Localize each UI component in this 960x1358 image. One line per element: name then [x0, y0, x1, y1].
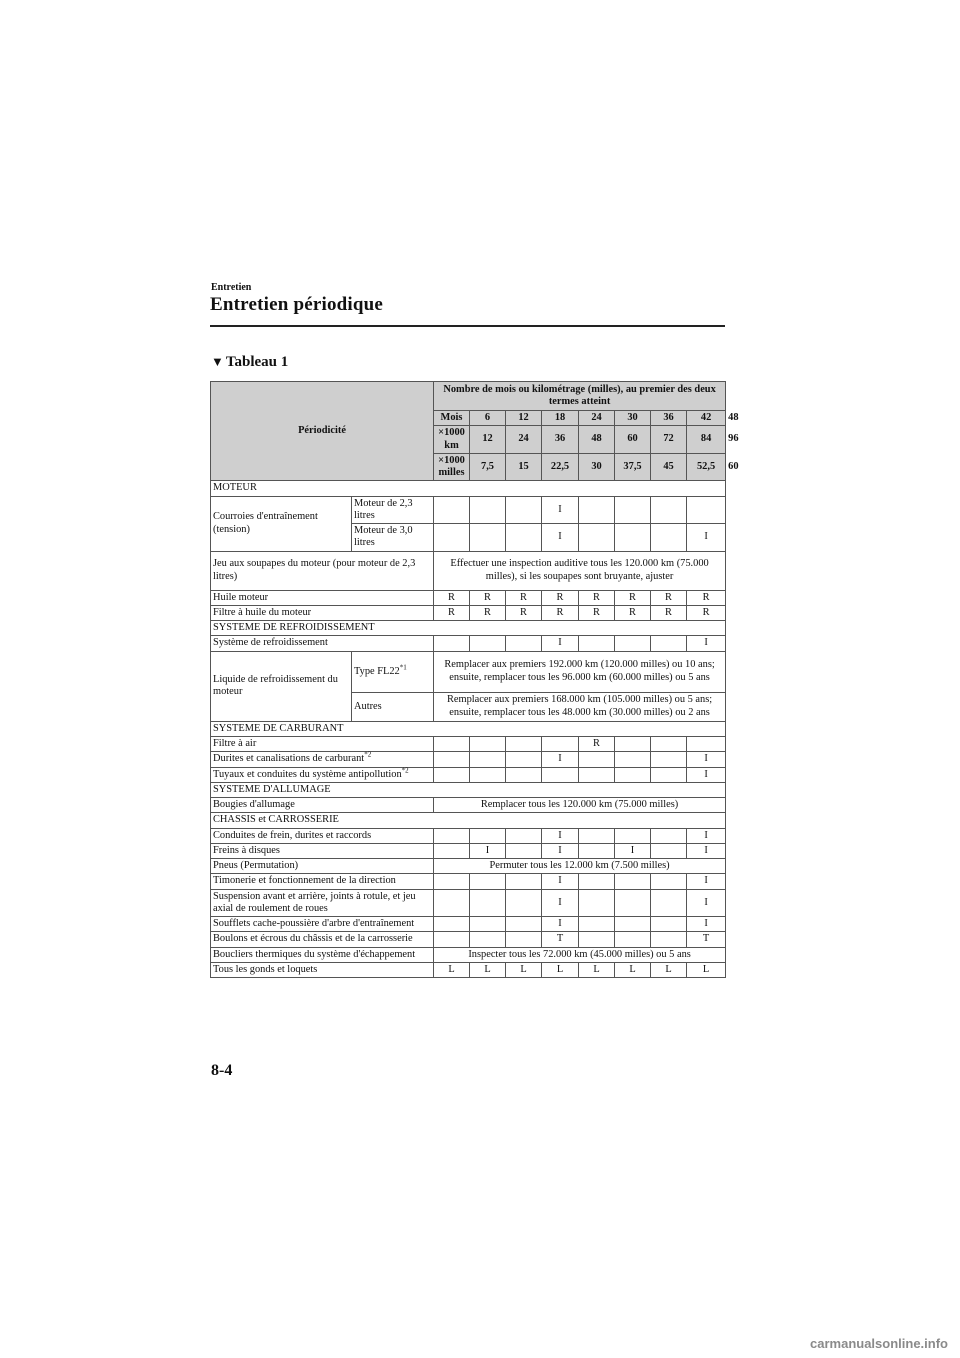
interval-value: 12 [506, 411, 542, 426]
schedule-cell [434, 889, 470, 917]
schedule-cell [651, 752, 687, 767]
table-heading [211, 354, 288, 371]
section-moteur: MOTEUR [211, 481, 726, 496]
row-label-huile: Huile moteur [211, 590, 434, 605]
schedule-cell: R [687, 590, 726, 605]
interval-value: 60 [615, 426, 651, 454]
schedule-cell [615, 767, 651, 782]
row-label-boulons: Boulons et écrous du châssis et de la carrosserie [211, 932, 434, 947]
interval-value: 24 [579, 411, 615, 426]
interval-value: 7,5 [470, 453, 506, 481]
schedule-cell [579, 932, 615, 947]
schedule-cell [506, 752, 542, 767]
schedule-cell: I [542, 889, 579, 917]
schedule-cell [470, 932, 506, 947]
schedule-cell: R [651, 605, 687, 620]
maintenance-schedule-table [210, 381, 739, 978]
section-label: Entretien [211, 282, 252, 293]
schedule-cell [434, 752, 470, 767]
table-row-sys-refroid [211, 636, 726, 651]
schedule-cell: I [615, 843, 651, 858]
schedule-cell: I [687, 889, 726, 917]
schedule-cell [434, 917, 470, 932]
schedule-cell [506, 496, 542, 524]
interval-value: 24 [506, 426, 542, 454]
schedule-cell [615, 752, 651, 767]
section-refroid: SYSTEME DE REFROIDISSEMENT [211, 621, 726, 636]
schedule-cell: R [579, 590, 615, 605]
title-rule [210, 325, 725, 327]
schedule-cell [687, 736, 726, 751]
schedule-cell: L [687, 962, 726, 977]
section-allumage: SYSTEME D'ALLUMAGE [211, 782, 726, 797]
interval-value: 72 [651, 426, 687, 454]
schedule-cell [651, 889, 687, 917]
sub-label-fl22-text: Type FL22 [354, 665, 400, 677]
schedule-cell [579, 767, 615, 782]
schedule-cell [434, 636, 470, 651]
row-label-gonds: Tous les gonds et loquets [211, 962, 434, 977]
table-row-boucliers [211, 947, 726, 962]
schedule-cell: T [542, 932, 579, 947]
section-chassis: CHASSIS et CARROSSERIE [211, 813, 726, 828]
schedule-cell: L [434, 962, 470, 977]
section-row-refroid [211, 621, 726, 636]
row-label-durites [211, 752, 434, 767]
watermark: carmanualsonline.info [810, 1336, 948, 1351]
schedule-cell [579, 917, 615, 932]
note-boucliers: Inspecter tous les 72.000 km (45.000 milles) ou 5 ans [434, 947, 726, 962]
note-bougies: Remplacer tous les 120.000 km (75.000 milles) [434, 798, 726, 813]
schedule-cell [651, 874, 687, 889]
schedule-cell [434, 524, 470, 552]
schedule-cell [470, 496, 506, 524]
schedule-cell [506, 917, 542, 932]
schedule-cell [470, 636, 506, 651]
schedule-cell [615, 874, 651, 889]
interval-value: 30 [615, 411, 651, 426]
schedule-cell [506, 736, 542, 751]
schedule-cell [579, 752, 615, 767]
row-label-sys-refroid: Système de refroidissement [211, 636, 434, 651]
table-row-bougies [211, 798, 726, 813]
row-label-soupapes: Jeu aux soupapes du moteur (pour moteur de 2,3 litres) [211, 551, 434, 590]
schedule-cell [470, 524, 506, 552]
schedule-cell: L [579, 962, 615, 977]
section-row-chassis [211, 813, 726, 828]
schedule-cell: I [687, 524, 726, 552]
schedule-cell [579, 874, 615, 889]
interval-value: 18 [542, 411, 579, 426]
header-label: ×1000 km [434, 426, 470, 454]
schedule-cell: L [651, 962, 687, 977]
schedule-cell [651, 767, 687, 782]
note-fl22: Remplacer aux premiers 192.000 km (120.000 milles) ou 10 ans; ensuite, remplacer tous les 96.000 km (60.000 milles) ou 5 ans [434, 651, 726, 692]
schedule-cell [579, 843, 615, 858]
schedule-cell [615, 828, 651, 843]
header-row-milles: ×1000 milles 7,5 15 22,5 30 37,5 45 52,5 60 [211, 453, 726, 481]
schedule-cell [615, 496, 651, 524]
schedule-cell [434, 874, 470, 889]
schedule-cell: I [687, 828, 726, 843]
schedule-cell: I [687, 636, 726, 651]
schedule-cell [506, 889, 542, 917]
note-soupapes: Effectuer une inspection auditive tous les 120.000 km (75.000 milles), si les soupapes sont bruyante, ajuster [434, 551, 726, 590]
table-row-soupapes [211, 551, 726, 590]
interval-value: 30 [579, 453, 615, 481]
schedule-cell: I [687, 874, 726, 889]
schedule-cell [506, 767, 542, 782]
schedule-cell [615, 636, 651, 651]
interval-value: 37,5 [615, 453, 651, 481]
schedule-cell: T [687, 932, 726, 947]
sub-label-moteur-23: Moteur de 2,3 litres [352, 496, 434, 524]
note-pneus: Permuter tous les 12.000 km (7.500 milles) [434, 859, 726, 874]
row-label-courroies: Courroies d'entraînement (tension) [211, 496, 352, 551]
table-row-boulons [211, 932, 726, 947]
table-row-suspension [211, 889, 726, 917]
table-row-filtre-huile [211, 605, 726, 620]
schedule-cell: R [615, 590, 651, 605]
row-label-timonerie: Timonerie et fonctionnement de la direction [211, 874, 434, 889]
footnote-ref: *2 [364, 750, 372, 759]
table-row-soufflets [211, 917, 726, 932]
sub-label-moteur-30: Moteur de 3,0 litres [352, 524, 434, 552]
schedule-cell [651, 736, 687, 751]
schedule-cell [542, 736, 579, 751]
interval-value: 45 [651, 453, 687, 481]
interval-value: 12 [470, 426, 506, 454]
schedule-cell [470, 874, 506, 889]
triangle-down-icon: ▼ [211, 354, 224, 369]
schedule-cell: R [506, 605, 542, 620]
interval-value: 36 [542, 426, 579, 454]
table-row-freins [211, 843, 726, 858]
table-row-courroies-23 [211, 496, 726, 524]
schedule-cell: R [579, 605, 615, 620]
schedule-cell: I [687, 767, 726, 782]
schedule-cell [470, 828, 506, 843]
row-label-liquide: Liquide de refroidissement du moteur [211, 651, 352, 721]
schedule-cell [434, 736, 470, 751]
schedule-cell [651, 828, 687, 843]
schedule-cell [506, 636, 542, 651]
header-label: Mois [434, 411, 470, 426]
schedule-cell [579, 828, 615, 843]
note-autres: Remplacer aux premiers 168.000 km (105.000 milles) ou 5 ans; ensuite, remplacer tous les 48.000 km (30.000 milles) ou 2 ans [434, 692, 726, 721]
row-label-bougies: Bougies d'allumage [211, 798, 434, 813]
schedule-cell [506, 874, 542, 889]
schedule-cell: R [687, 605, 726, 620]
interval-value: 42 [687, 411, 726, 426]
interval-value: 84 [687, 426, 726, 454]
schedule-cell: R [542, 590, 579, 605]
schedule-cell: I [542, 752, 579, 767]
interval-value: 48 [579, 426, 615, 454]
schedule-cell: I [542, 843, 579, 858]
schedule-cell [470, 917, 506, 932]
table-row-filtre-air [211, 736, 726, 751]
table-row-durites [211, 752, 726, 767]
interval-value: 15 [506, 453, 542, 481]
header-row-caption [211, 382, 726, 411]
schedule-cell: R [470, 605, 506, 620]
row-label-filtre-air: Filtre à air [211, 736, 434, 751]
schedule-cell [506, 843, 542, 858]
schedule-cell [687, 496, 726, 524]
schedule-cell [434, 496, 470, 524]
schedule-cell: R [470, 590, 506, 605]
schedule-cell: L [470, 962, 506, 977]
table-row-timonerie [211, 874, 726, 889]
table-row-tuyaux [211, 767, 726, 782]
table-row-conduites-frein [211, 828, 726, 843]
schedule-cell [470, 752, 506, 767]
schedule-cell [506, 932, 542, 947]
row-label-filtre-huile: Filtre à huile du moteur [211, 605, 434, 620]
header-label: ×1000 milles [434, 453, 470, 481]
row-label-tuyaux [211, 767, 434, 782]
row-label-conduites-frein: Conduites de frein, durites et raccords [211, 828, 434, 843]
schedule-cell: L [615, 962, 651, 977]
schedule-cell: R [542, 605, 579, 620]
footnote-ref: *1 [399, 663, 407, 672]
schedule-cell: I [542, 828, 579, 843]
schedule-cell: L [542, 962, 579, 977]
schedule-cell: I [687, 843, 726, 858]
schedule-cell: R [651, 590, 687, 605]
schedule-cell [651, 524, 687, 552]
schedule-cell [434, 828, 470, 843]
interval-value: 52,5 [687, 453, 726, 481]
schedule-cell: R [434, 605, 470, 620]
schedule-cell [434, 932, 470, 947]
table-heading-text: Tableau 1 [225, 354, 289, 370]
schedule-cell: R [434, 590, 470, 605]
section-row-allumage [211, 782, 726, 797]
schedule-cell [434, 843, 470, 858]
page-number: 8-4 [211, 1062, 233, 1079]
interval-value: 36 [651, 411, 687, 426]
schedule-cell [579, 496, 615, 524]
row-label-tuyaux-text: Tuyaux et conduites du système antipollution [213, 768, 402, 780]
section-row-moteur [211, 481, 726, 496]
schedule-cell: L [506, 962, 542, 977]
schedule-cell [506, 828, 542, 843]
interval-value: 22,5 [542, 453, 579, 481]
header-row-km: ×1000 km 12 24 36 48 60 72 84 96 [211, 426, 726, 454]
sub-label-autres: Autres [352, 692, 434, 721]
schedule-cell [651, 932, 687, 947]
schedule-cell: R [615, 605, 651, 620]
row-label-durites-text: Durites et canalisations de carburant [213, 753, 365, 765]
section-carburant: SYSTEME DE CARBURANT [211, 721, 726, 736]
schedule-cell [434, 767, 470, 782]
schedule-cell: I [687, 917, 726, 932]
footnote-ref: *2 [401, 766, 409, 775]
section-row-carburant [211, 721, 726, 736]
schedule-cell: I [542, 496, 579, 524]
schedule-cell [615, 917, 651, 932]
schedule-cell: I [542, 636, 579, 651]
table-row-huile [211, 590, 726, 605]
schedule-cell [615, 524, 651, 552]
schedule-cell [651, 917, 687, 932]
table-row-pneus [211, 859, 726, 874]
schedule-cell [651, 636, 687, 651]
interval-caption: Nombre de mois ou kilométrage (milles), au premier des deux termes atteint [434, 382, 726, 411]
schedule-cell [615, 932, 651, 947]
row-label-freins: Freins à disques [211, 843, 434, 858]
schedule-cell: R [506, 590, 542, 605]
schedule-cell: I [542, 874, 579, 889]
row-label-pneus: Pneus (Permutation) [211, 859, 434, 874]
schedule-cell [615, 889, 651, 917]
schedule-cell [506, 524, 542, 552]
page-title: Entretien périodique [210, 294, 384, 315]
schedule-cell: R [579, 736, 615, 751]
schedule-cell [542, 767, 579, 782]
schedule-cell: I [470, 843, 506, 858]
schedule-cell [579, 636, 615, 651]
schedule-cell: I [687, 752, 726, 767]
table-row-gonds [211, 962, 726, 977]
sub-label-fl22 [352, 651, 434, 692]
schedule-cell [615, 736, 651, 751]
interval-value: 6 [470, 411, 506, 426]
schedule-cell: I [542, 524, 579, 552]
periodicite-header: Périodicité [211, 382, 434, 481]
row-label-suspension: Suspension avant et arrière, joints à rotule, et jeu axial de roulement de roues [211, 889, 434, 917]
schedule-cell [579, 889, 615, 917]
schedule-cell [651, 496, 687, 524]
schedule-cell [579, 524, 615, 552]
schedule-cell [470, 736, 506, 751]
table-row-liquide-fl22 [211, 651, 726, 692]
schedule-cell [651, 843, 687, 858]
header-row-mois: Mois 6 12 18 24 30 36 42 48 [211, 411, 726, 426]
row-label-boucliers: Boucliers thermiques du système d'échappement [211, 947, 434, 962]
schedule-cell [470, 889, 506, 917]
schedule-cell: I [542, 917, 579, 932]
schedule-cell [470, 767, 506, 782]
row-label-soufflets: Soufflets cache-poussière d'arbre d'entraînement [211, 917, 434, 932]
